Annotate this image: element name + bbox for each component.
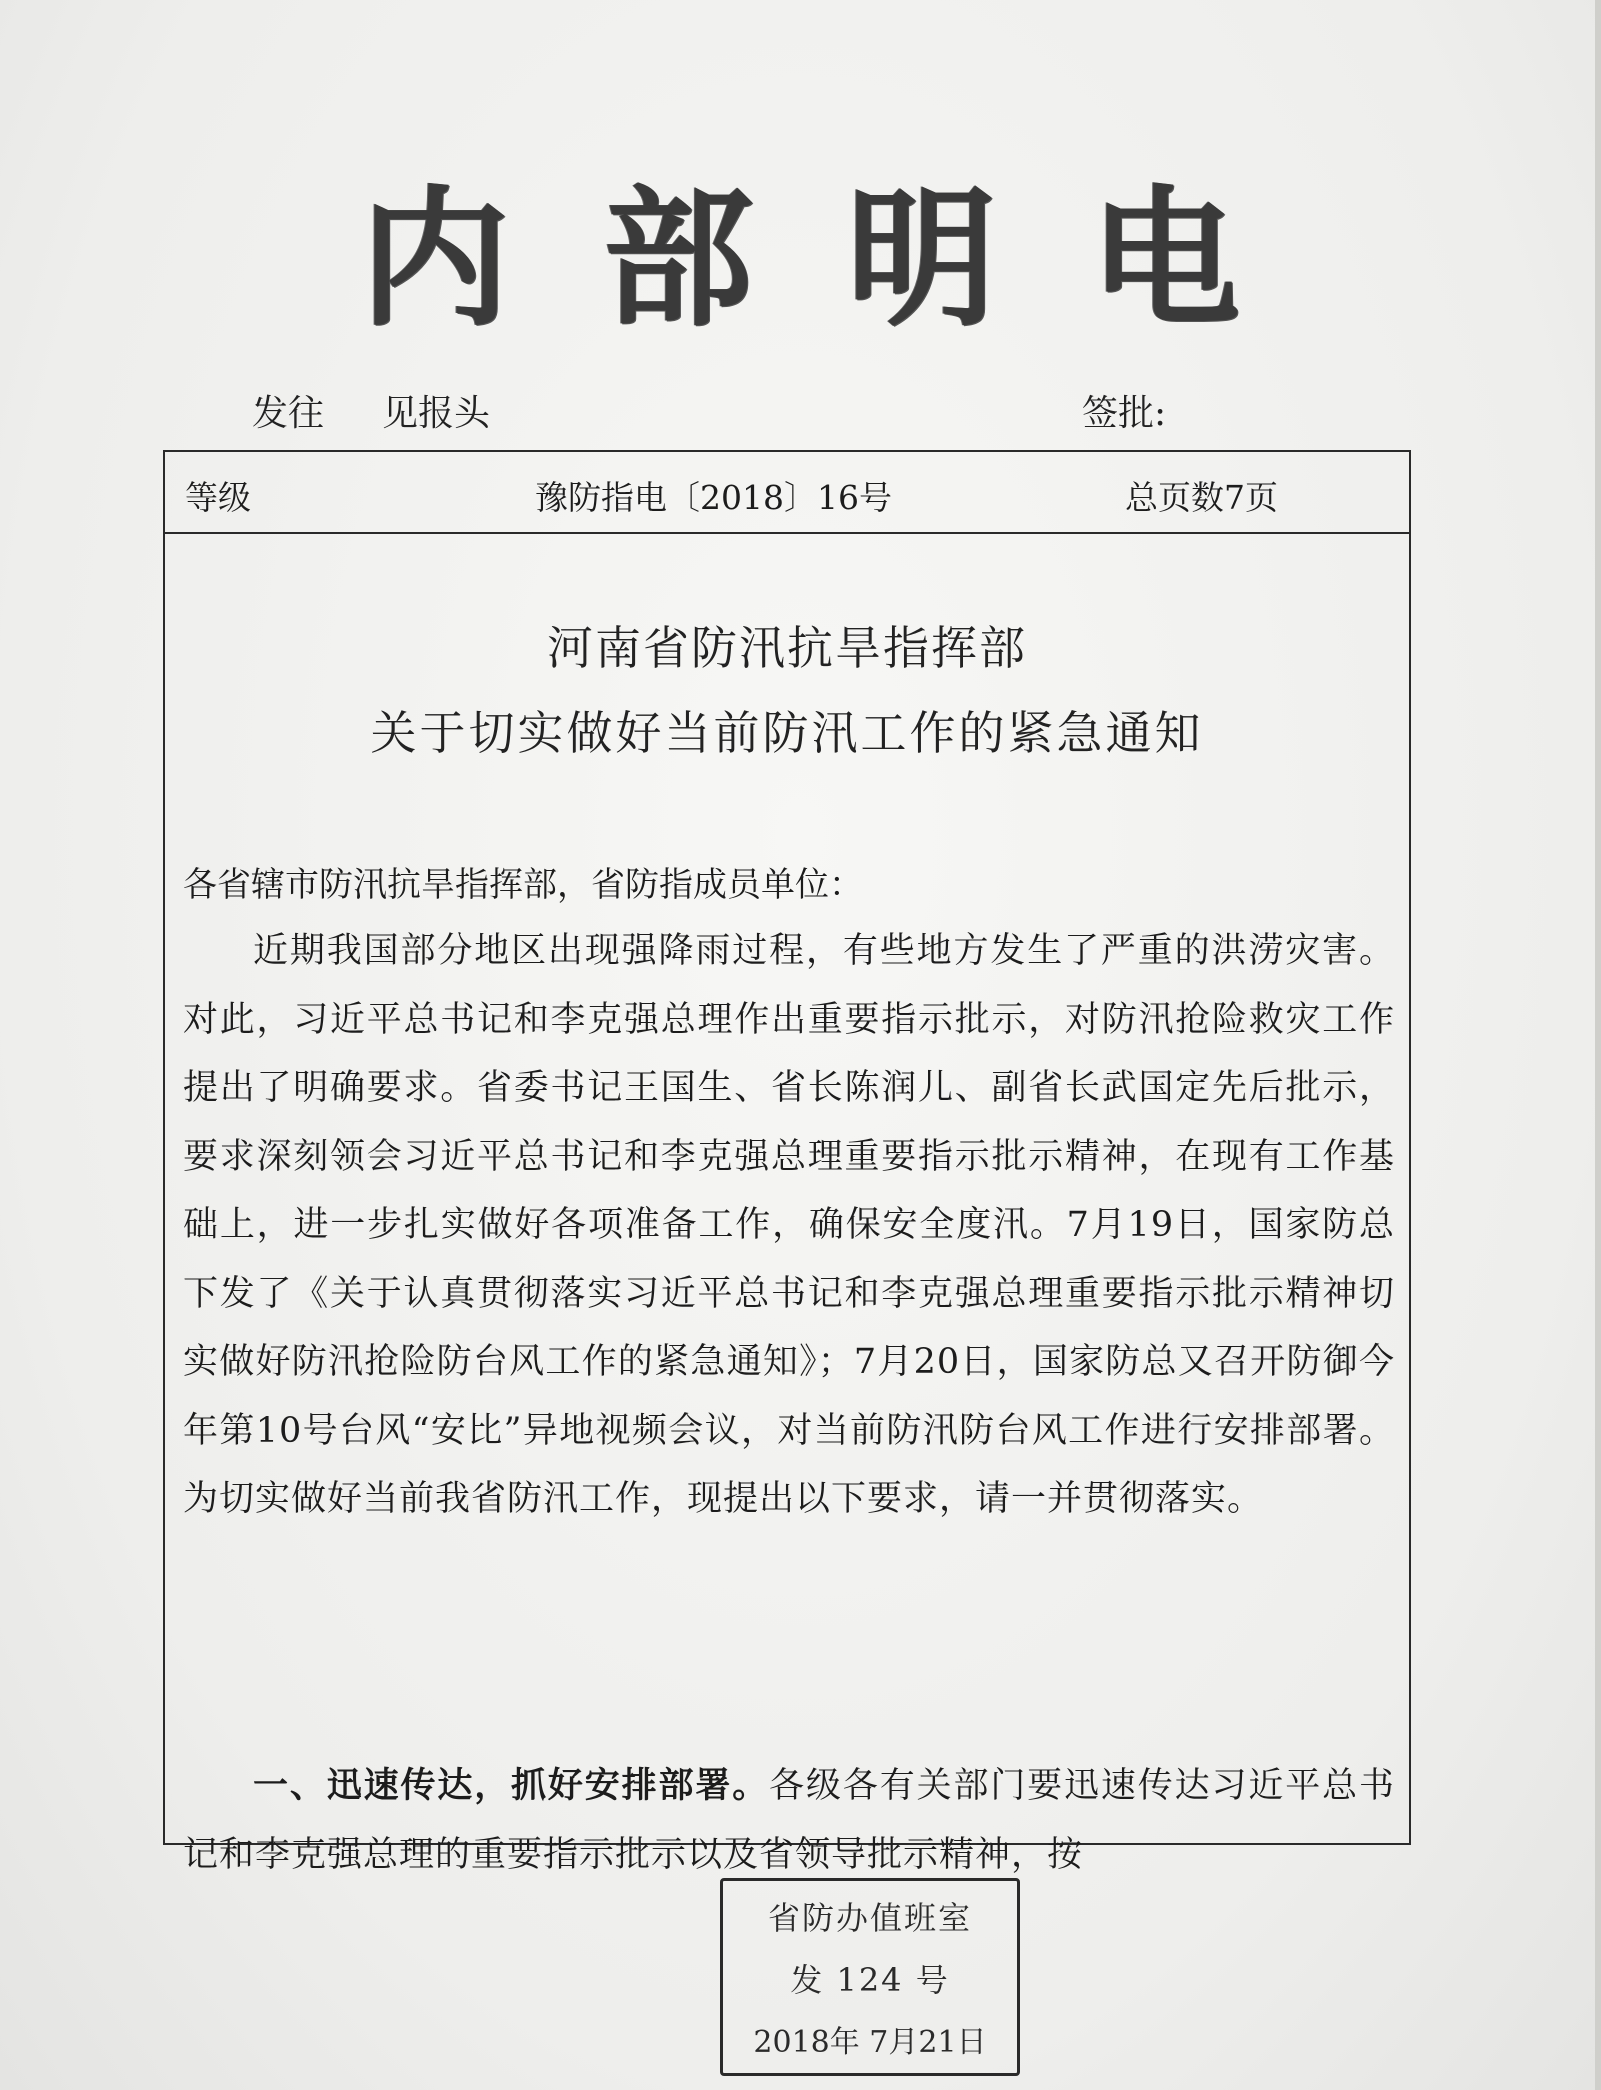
- document-number: 豫防指电〔2018〕16号: [535, 478, 892, 517]
- masthead-char: 明: [846, 173, 997, 347]
- body-paragraph: 近期我国部分地区出现强降雨过程，有些地方发生了严重的洪涝灾害。对此，习近平总书记和李克强总理作出重要指示批示，对防汛抢险救灾工作提出了明确要求。省委书记王国生、省长陈润儿、副省长武国定先后批示，要求深刻领会习近平总书记和李克强总理重要指示批示精神，在现有工作基础上，进一步扎实做好各项准备工作，确保安全度汛。7月19日，国家防总下发了《关于认真贯彻落实习近平总书记和李克强总理重要指示批示精神切实做好防汛抢险防台风工作的紧急通知》；7月20日，国家防总又召开防御今年第10号台风“安比”异地视频会议，对当前防汛防台风工作进行安排部署。为切实做好当前我省防汛工作，现提出以下要求，请一并贯彻落实。: [183, 931, 1395, 1519]
- frame-header: [165, 452, 1409, 534]
- receipt-stamp: [720, 1878, 1020, 2076]
- body-paragraph: [183, 1752, 1395, 1889]
- send-label: 发往: [252, 393, 325, 434]
- masthead-char: 电: [1089, 173, 1240, 347]
- masthead-title: [360, 175, 1240, 345]
- send-value: 见报头: [382, 393, 491, 434]
- approve-label: 签批:: [1082, 393, 1167, 434]
- document-title-line1: 河南省防汛抗旱指挥部: [547, 621, 1027, 675]
- section-heading: 一、迅速传达，抓好安排部署。: [253, 1765, 770, 1806]
- total-pages: 总页数7页: [1125, 478, 1278, 517]
- document-title-line2: 关于切实做好当前防汛工作的紧急通知: [370, 706, 1204, 760]
- section-text: 各级各有关部门要迅速传达习近平总书记和李克强总理的重要指示批示以及省领导批示精神，按: [183, 1766, 1395, 1875]
- addressee: 各省辖市防汛抗旱指挥部，省防指成员单位：: [183, 865, 863, 905]
- masthead-char: 内: [360, 173, 511, 347]
- masthead-char: 部: [603, 173, 754, 347]
- stamp-office: 省防办值班室: [767, 1899, 972, 1937]
- page-edge: [1595, 0, 1601, 2090]
- document-frame: [163, 450, 1411, 1875]
- stamp-number: 发 124 号: [790, 1961, 950, 1999]
- stamp-date: 2018年 7月21日: [753, 2025, 987, 2060]
- send-row: [252, 385, 1182, 435]
- grade-label: 等级: [185, 478, 251, 517]
